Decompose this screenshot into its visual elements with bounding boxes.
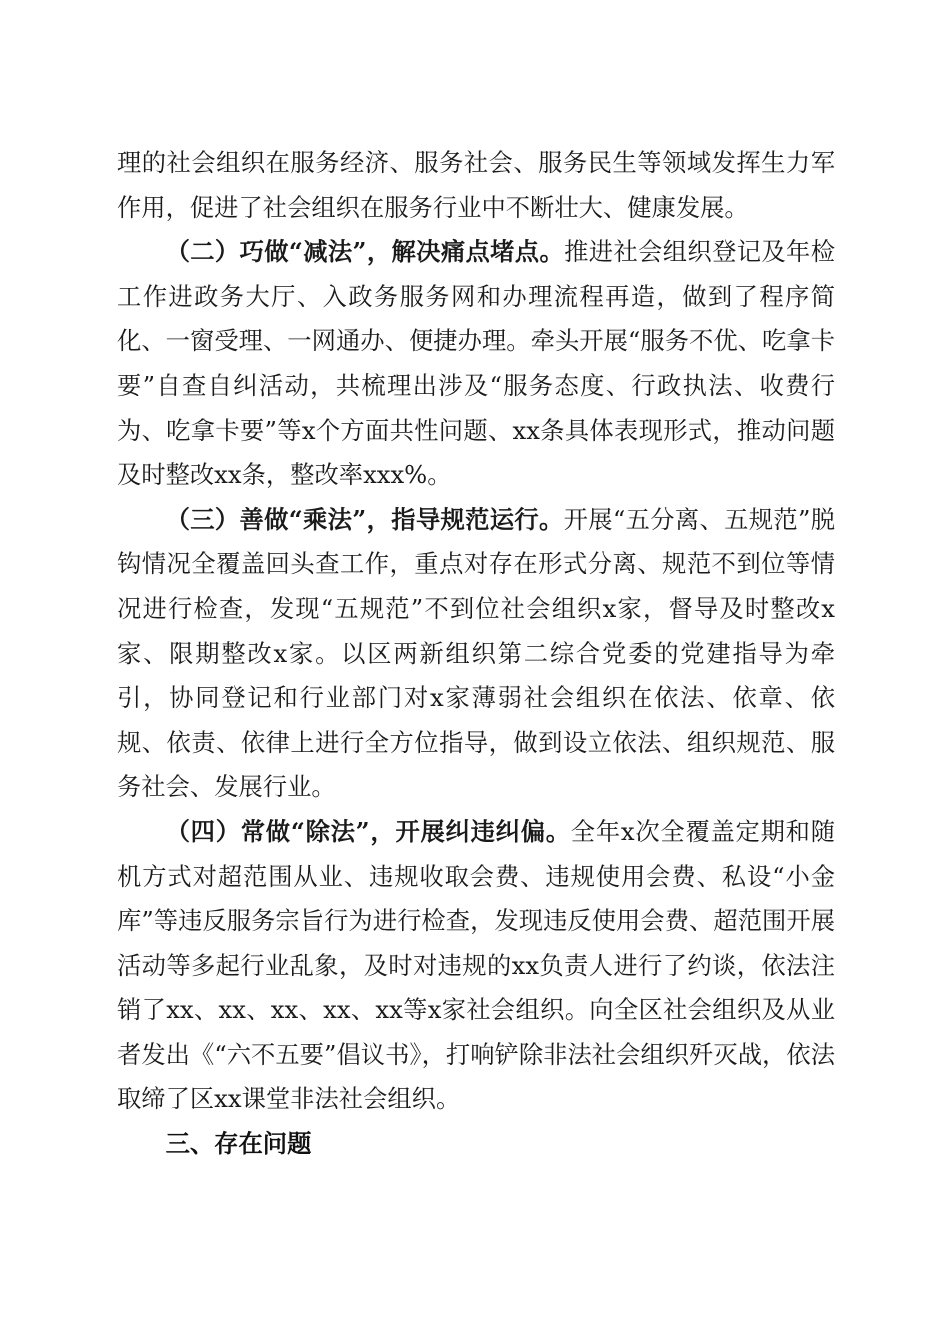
paragraph-text: 推进社会组织登记及年检工作进政务大厅、入政务服务网和办理流程再造，做到了程序简化、一窗受理、一网通办、便捷办理。牵头开展“服务不优、吃拿卡要”自查自纠活动，共梳理出涉及“服务态度、行政执法、收费行为、吃拿卡要”等x个方面共性问题、xx条具体表现形式，推动问题及时整改xx条，整改率xxx%。: [117, 237, 835, 490]
paragraph-division: [117, 810, 835, 1122]
paragraph-lead: （四）常做“除法”，开展纠违纠偏。: [165, 816, 571, 846]
paragraph-subtraction: [117, 230, 835, 498]
document-body: [117, 141, 835, 1167]
paragraph-continuation: [117, 141, 835, 230]
section-heading: 三、存在问题: [165, 1129, 312, 1159]
paragraph-text: 理的社会组织在服务经济、服务社会、服务民生等领域发挥生力军作用，促进了社会组织在服务行业中不断壮大、健康发展。: [117, 148, 835, 222]
paragraph-lead: （二）巧做“减法”，解决痛点堵点。: [165, 237, 565, 267]
paragraph-text: 开展“五分离、五规范”脱钩情况全覆盖回头查工作，重点对存在形式分离、规范不到位等情况进行检查，发现“五规范”不到位社会组织x家，督导及时整改x家、限期整改x家。以区两新组织第二综合党委的党建指导为牵引，协同登记和行业部门对x家薄弱社会组织在依法、依章、依规、依责、依律上进行全方位指导，做到设立依法、组织规范、服务社会、发展行业。: [117, 504, 835, 802]
paragraph-text: 全年x次全覆盖定期和随机方式对超范围从业、违规收取会费、违规使用会费、私设“小金库”等违反服务宗旨行为进行检查，发现违反使用会费、超范围开展活动等多起行业乱象，及时对违规的xx负责人进行了约谈，依法注销了xx、xx、xx、xx、xx等x家社会组织。向全区社会组织及从业者发出《“六不五要”倡议书》，打响铲除非法社会组织歼灭战，依法取缔了区xx课堂非法社会组织。: [117, 816, 835, 1114]
paragraph-multiplication: [117, 498, 835, 810]
paragraph-lead: （三）善做“乘法”，指导规范运行。: [165, 504, 564, 534]
